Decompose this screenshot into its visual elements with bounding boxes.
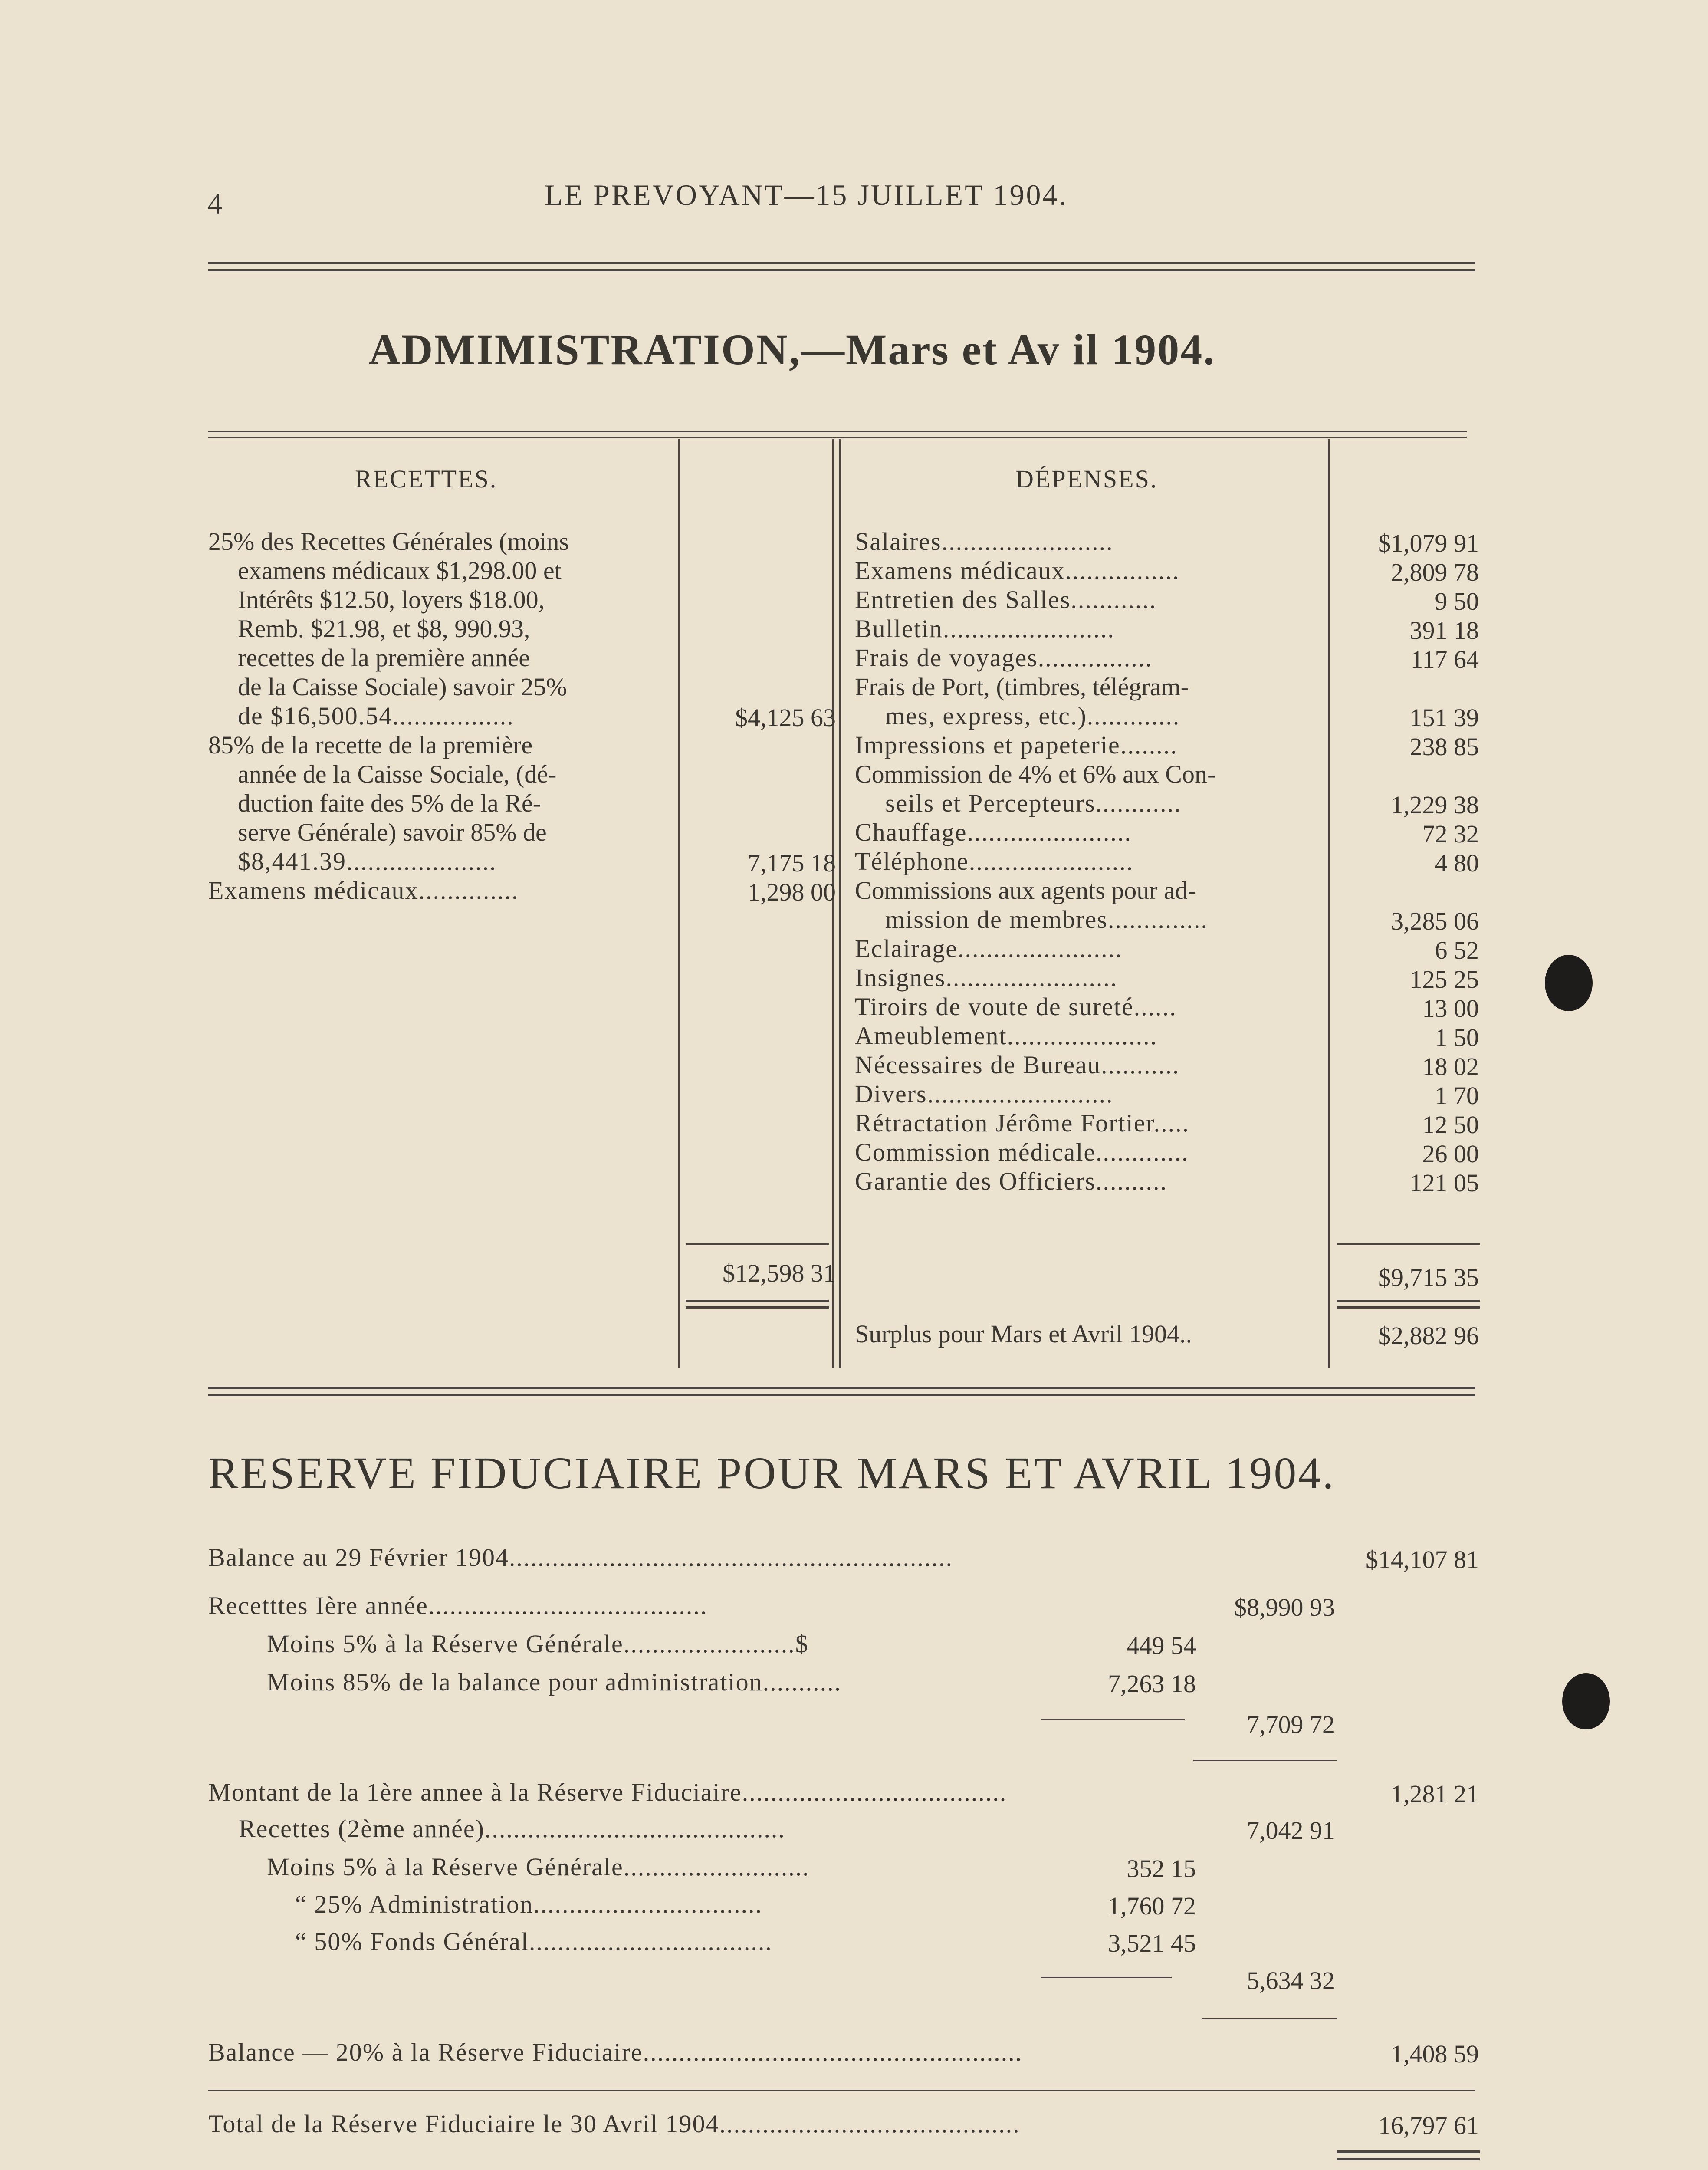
- recettes-line: de $16,500.54.................: [238, 702, 514, 730]
- depenses-amount: 6 52: [1435, 936, 1479, 964]
- depenses-heading: DÉPENSES.: [1015, 465, 1158, 493]
- reserve-amount: 7,263 18: [1108, 1670, 1196, 1698]
- recettes-line: recettes de la première année: [238, 644, 530, 672]
- depenses-amount: 391 18: [1409, 616, 1479, 644]
- reserve-line: Moins 85% de la balance pour administration...........: [267, 1668, 842, 1696]
- divider-recettes: [678, 439, 680, 1368]
- reserve-amount: $8,990 93: [1234, 1593, 1335, 1621]
- depenses-amount: 2,809 78: [1391, 558, 1479, 586]
- running-title: LE PREVOYANT—15 JUILLET 1904.: [545, 178, 1068, 211]
- recettes-total-rule: [686, 1300, 829, 1302]
- reserve-line: Balance au 29 Février 1904..............................................................: [208, 1543, 953, 1572]
- depenses-amount: 238 85: [1409, 733, 1479, 761]
- recettes-line: 85% de la recette de la première: [208, 731, 533, 759]
- recettes-line: examens médicaux $1,298.00 et: [238, 556, 562, 585]
- reserve-line: Balance — 20% à la Réserve Fiduciaire.....................................................: [208, 2038, 1023, 2066]
- reserve-amount: 1,281 21: [1391, 1780, 1479, 1808]
- admin-rule-top: [208, 431, 1467, 432]
- reserve-sum-rule: [1041, 1977, 1172, 1978]
- depenses-item: Chauffage.......................: [855, 818, 1132, 846]
- depenses-item: Bulletin........................: [855, 615, 1115, 643]
- reserve-amount: 7,709 72: [1247, 1710, 1335, 1739]
- reserve-amount: 352 15: [1127, 1854, 1196, 1883]
- reserve-amount: $14,107 81: [1366, 1545, 1479, 1574]
- recettes-sum-rule: [686, 1243, 829, 1245]
- recettes-amount: 7,175 18: [748, 849, 836, 877]
- depenses-item: Rétractation Jérôme Fortier.....: [855, 1109, 1190, 1137]
- recettes-line: Intérêts $12.50, loyers $18.00,: [238, 585, 545, 614]
- depenses-amount: 26 00: [1422, 1140, 1479, 1168]
- reserve-amount: 16,797 61: [1378, 2111, 1479, 2140]
- reserve-line: Montant de la 1ère annee à la Réserve Fiduciaire.....................................: [208, 1778, 1007, 1806]
- depenses-amount: 18 02: [1422, 1052, 1479, 1081]
- depenses-amount: 3,285 06: [1391, 907, 1479, 935]
- depenses-item: Ameublement.....................: [855, 1022, 1158, 1050]
- recettes-heading: RECETTES.: [355, 465, 498, 493]
- recettes-line: 25% des Recettes Générales (moins: [208, 527, 569, 556]
- depenses-amount: 72 32: [1422, 820, 1479, 848]
- depenses-item: mission de membres..............: [885, 905, 1208, 934]
- depenses-item: Impressions et papeterie........: [855, 731, 1178, 759]
- depenses-item: seils et Percepteurs............: [885, 789, 1182, 817]
- recettes-total: $12,598 31: [723, 1259, 836, 1287]
- admin-title: ADMIMISTRATION,—Mars et Av il 1904.: [369, 326, 1216, 374]
- reserve-sum-rule: [1041, 1719, 1185, 1720]
- admin-rule-bottom: [208, 1387, 1475, 1389]
- depenses-item: Commission médicale.............: [855, 1138, 1189, 1166]
- reserve-amount: 1,760 72: [1108, 1892, 1196, 1920]
- depenses-total-rule2: [1337, 1306, 1480, 1309]
- divider-depenses: [1328, 439, 1330, 1368]
- depenses-amount: 13 00: [1422, 994, 1479, 1023]
- depenses-item: Téléphone.......................: [855, 847, 1134, 875]
- depenses-amount: $1,079 91: [1378, 529, 1479, 557]
- depenses-total-rule: [1337, 1300, 1480, 1302]
- recettes-amount: $4,125 63: [735, 704, 836, 732]
- depenses-item: Examens médicaux................: [855, 556, 1180, 585]
- reserve-line: Recettes (2ème année)..........................................: [239, 1815, 785, 1843]
- header-rule-bottom: [208, 269, 1475, 271]
- binder-hole: [1562, 1673, 1610, 1729]
- depenses-item: Salaires........................: [855, 527, 1113, 556]
- reserve-total-rule: [1337, 2150, 1480, 2153]
- depenses-amount: 1 70: [1435, 1082, 1479, 1110]
- recettes-line: année de la Caisse Sociale, (dé-: [238, 760, 557, 788]
- reserve-line: Recetttes Ière année.......................................: [208, 1591, 708, 1620]
- reserve-sum-rule: [208, 2090, 1475, 2091]
- recettes-line: serve Générale) savoir 85% de: [238, 818, 547, 846]
- recettes-line: de la Caisse Sociale) savoir 25%: [238, 673, 567, 701]
- recettes-amount: 1,298 00: [748, 878, 836, 906]
- surplus-amount: $2,882 96: [1378, 1322, 1479, 1350]
- reserve-title: RESERVE FIDUCIAIRE POUR MARS ET AVRIL 1904.: [208, 1448, 1336, 1498]
- reserve-line: “ 25% Administration................................: [295, 1890, 763, 1918]
- reserve-total-rule2: [1337, 2158, 1480, 2160]
- reserve-amount: 7,042 91: [1247, 1816, 1335, 1844]
- depenses-item: Garantie des Officiers..........: [855, 1167, 1168, 1195]
- admin-rule-top2: [208, 437, 1467, 438]
- reserve-sum-rule: [1193, 1760, 1337, 1761]
- depenses-item: mes, express, etc.).............: [885, 702, 1180, 730]
- depenses-amount: 117 64: [1410, 645, 1479, 674]
- depenses-amount: 121 05: [1409, 1169, 1479, 1197]
- divider-center-b: [839, 439, 841, 1368]
- reserve-amount: 5,634 32: [1247, 1966, 1335, 1995]
- recettes-line: $8,441.39.....................: [238, 847, 497, 875]
- reserve-sum-rule: [1202, 2018, 1337, 2019]
- depenses-item: Commission de 4% et 6% aux Con-: [855, 760, 1216, 788]
- depenses-item: Tiroirs de voute de sureté......: [855, 993, 1177, 1021]
- admin-rule-bottom2: [208, 1394, 1475, 1396]
- recettes-line: Examens médicaux..............: [208, 876, 519, 904]
- depenses-item: Eclairage.......................: [855, 934, 1123, 963]
- reserve-line: Moins 5% à la Réserve Générale..........................: [267, 1853, 810, 1881]
- reserve-amount: 1,408 59: [1391, 2040, 1479, 2068]
- reserve-amount: 449 54: [1127, 1631, 1196, 1660]
- depenses-amount: 9 50: [1435, 587, 1479, 615]
- depenses-amount: 125 25: [1409, 965, 1479, 993]
- recettes-total-rule2: [686, 1306, 829, 1309]
- depenses-amount: 12 50: [1422, 1111, 1479, 1139]
- recettes-line: Remb. $21.98, et $8, 990.93,: [238, 615, 530, 643]
- depenses-item: Frais de voyages................: [855, 644, 1153, 672]
- depenses-sum-rule: [1337, 1243, 1480, 1245]
- depenses-total: $9,715 35: [1378, 1263, 1479, 1292]
- reserve-line: Total de la Réserve Fiduciaire le 30 Avril 1904..........................................: [208, 2110, 1020, 2138]
- depenses-amount: 1,229 38: [1391, 791, 1479, 819]
- depenses-item: Insignes........................: [855, 963, 1118, 992]
- reserve-amount: 3,521 45: [1108, 1929, 1196, 1957]
- depenses-item: Entretien des Salles............: [855, 585, 1157, 614]
- depenses-amount: 151 39: [1409, 704, 1479, 732]
- depenses-item: Commissions aux agents pour ad-: [855, 876, 1196, 904]
- depenses-item: Divers..........................: [855, 1080, 1113, 1108]
- page-number: 4: [207, 187, 224, 220]
- depenses-amount: 1 50: [1435, 1023, 1479, 1052]
- surplus-label: Surplus pour Mars et Avril 1904..: [855, 1320, 1192, 1348]
- binder-hole: [1545, 955, 1593, 1011]
- reserve-line: Moins 5% à la Réserve Générale........................$: [267, 1630, 809, 1658]
- depenses-item: Nécessaires de Bureau...........: [855, 1051, 1180, 1079]
- reserve-line: “ 50% Fonds Général..................................: [295, 1927, 772, 1956]
- depenses-amount: 4 80: [1435, 849, 1479, 877]
- depenses-item: Frais de Port, (timbres, télégram-: [855, 673, 1189, 701]
- recettes-line: duction faite des 5% de la Ré-: [238, 789, 541, 817]
- header-rule-top: [208, 262, 1475, 264]
